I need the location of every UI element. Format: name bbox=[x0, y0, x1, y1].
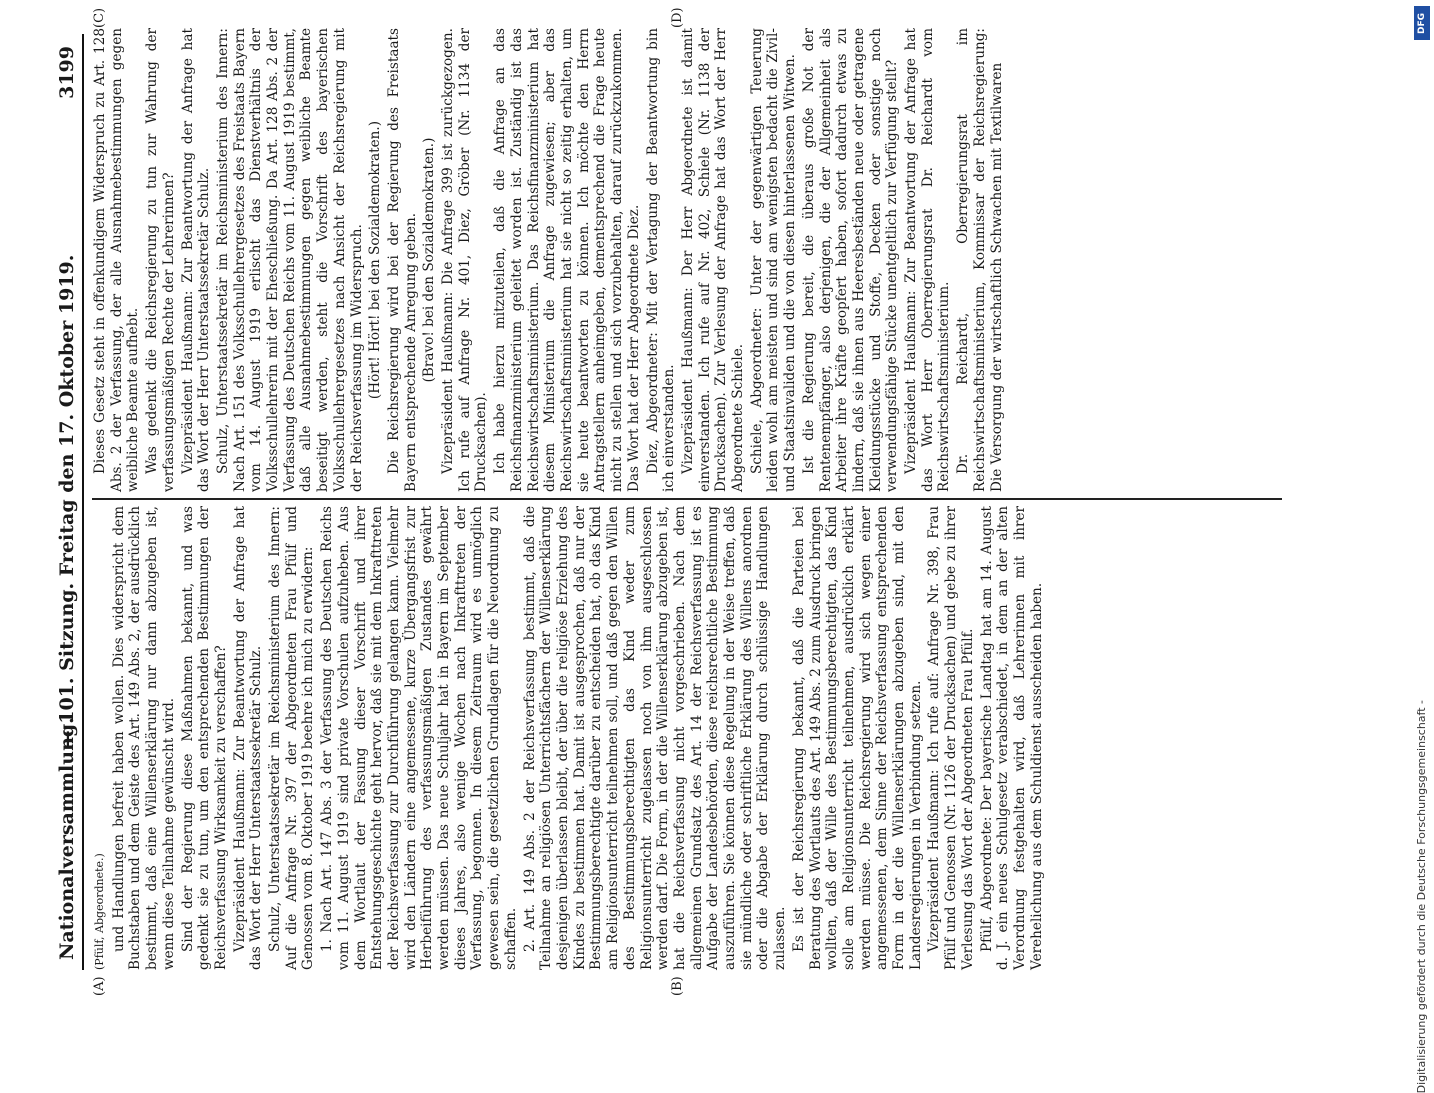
left-column bbox=[92, 506, 1292, 970]
credit-text: Digitalisierung gefördert durch die Deutsche Forschungsgemeinschaft - bbox=[1415, 700, 1428, 1093]
paragraph: Vizepräsident Haußmann: Die Anfrage 399 ist zurückgezogen. Ich rufe auf Anfrage Nr. 401, Diez, Gröber (Nr. 1134 der Drucksachen). bbox=[440, 28, 490, 492]
paragraph: Diez, Abgeordneter: Mit der Vertagung der Beantwortung bin ich einverstanden. bbox=[644, 28, 678, 492]
speaker-tag: (Pfülf, Abgeordnete.) bbox=[93, 853, 106, 970]
margin-marker-b: (B) bbox=[670, 976, 685, 996]
interjection: (Bravo! bei den Sozialdemokraten.) bbox=[421, 137, 438, 383]
column-divider bbox=[92, 499, 1282, 501]
paragraph: Ich habe hierzu mitzuteilen, daß die Anfrage an das Reichsfinanzministerium geleitet worden ist. Zuständig ist das Reichswirtschaftsministerium. Das Reichsfinanzministerium hat diesem Ministerium die Anfrage zugewiesen; aber das Reichswirtschaftsministerium hat sie nicht so zeitig erhalten, um sie heute beantworten zu können. Ich möchte den Herrn Antragstellern anheimgeben, dementsprechend die Frage heute nicht zu stellen und sich vorzubehalten, darauf zurückzukommen. Das Wort hat der Herr Abgeordnete Diez. bbox=[492, 28, 642, 492]
paragraph: und Handlungen befreit haben wollen. Dies widerspricht dem Buchstaben und dem Geiste des Art. 149 Abs. 2, der ausdrücklich bestimmt, daß eine Willenserklärung nur dann abzugeben ist, wenn diese Teilnahme gewünscht wird. bbox=[110, 506, 177, 970]
interjection: (Hört! Hört! bei den Sozialdemokraten.) bbox=[367, 120, 384, 400]
paragraph: Schulz, Unterstaatssekretär im Reichsministerium des Innern: Auf die Anfrage Nr. 397 der Abgeordneten Frau Pfülf und Genossen vom 8. Oktober 1919 beehre ich mich zu erwidern: bbox=[267, 506, 317, 970]
header-left: Nationalversammlung. bbox=[56, 717, 78, 960]
paragraph: Vizepräsident Haußmann: Zur Beantwortung der Anfrage hat das Wort Herr Oberregierungsrat Dr. Reichardt vom Reichswirtschaftsministerium. bbox=[903, 28, 953, 492]
paragraph: Schulz, Unterstaatssekretär im Reichsministerium des Innern: Nach Art. 151 des Volksschullehrergesetzes des Freistaats Bayern vom 14. August 1919 erlischt das Dienstverhältnis der Volksschullehrerin mit der Eheschließung. Da Art. 128 Abs. 2 der Verfassung des Deutschen Reichs vom 11. August 1919 bestimmt, daß alle Ausnahmebestimmungen gegen weibliche Beamte beseitigt werden, steht die Vorschrift des bayerischen Volksschullehrergesetzes nach Ansicht der Reichsregierung mit der Reichsverfassung im Widerspruch. bbox=[214, 28, 365, 492]
paragraph: Dr. Reichardt, Oberregierungsrat im Reichswirtschaftsministerium, Kommissar der Reichsregierung: Die Versorgung der wirtschaftlich Schwachen mit Textilwaren bbox=[955, 28, 1005, 492]
paragraph: Sind der Regierung diese Maßnahmen bekannt, und was gedenkt sie zu tun, um den entsprechenden Bestimmungen der Reichsverfassung Wirksamkeit zu verschaffen? bbox=[179, 506, 229, 970]
dfg-logo: DFG bbox=[1414, 6, 1430, 40]
paragraph: Pfülf, Abgeordnete: Der bayerische Landtag hat am 14. August d. J. ein neues Schulgesetz verabschiedet, in dem an der alten Verordnung festgehalten wird, daß Lehrerinnen mit ihrer Verehelichung aus dem Schuldienst ausscheiden haben. bbox=[978, 506, 1045, 970]
paragraph: Vizepräsident Haußmann: Zur Beantwortung der Anfrage hat das Wort der Herr Unterstaatssekretär Schulz. bbox=[231, 506, 265, 970]
page-header bbox=[52, 34, 84, 970]
paragraph: Es ist der Reichsregierung bekannt, daß die Parteien bei Beratung des Wortlauts des Art. 149 Abs. 2 zum Ausdruck bringen wollten, daß der Wille des Bestimmungsberechtigten, das Kind solle am Religionsunterricht teilnehmen, ausdrücklich erklärt werden müsse. Die Reichsregierung wird sich wegen einer angemessenen, dem Sinne der Reichsverfassung entsprechenden Form in der die Willenserklärungen abzugeben sind, mit den Landesregierungen in Verbindung setzen. bbox=[790, 506, 924, 970]
margin-marker-c: (C) bbox=[92, 7, 107, 28]
paragraph: Vizepräsident Haußmann: Der Herr Abgeordnete ist damit einverstanden. Ich rufe auf Nr. 402, Schiele (Nr. 1138 der Drucksachen). Zur Verlesung der Anfrage hat das Wort der Herr Abgeordnete Schiele. bbox=[679, 28, 747, 492]
paragraph: Vizepräsident Haußmann: Ich rufe auf: Anfrage Nr. 398, Frau Pfülf und Genossen (Nr. 1126 der Drucksachen) und gebe zu ihrer Verlesung das Wort der Abgeordneten Frau Pfülf. bbox=[926, 506, 976, 970]
paragraph: Was gedenkt die Reichsregierung zu tun zur Wahrung der verfassungsmäßigen Rechte der Lehrerinnen? bbox=[144, 28, 177, 492]
paragraph: Vizepräsident Haußmann: Zur Beantwortung der Anfrage hat das Wort der Herr Unterstaatssekretär Schulz. bbox=[179, 28, 213, 492]
paragraph: 1. Nach Art. 147 Abs. 3 der Verfassung des Deutschen Reichs vom 11. August 1919 sind private Vorschulen aufzuheben. Aus dem Wortlaut der Fassung dieser Vorschrift und ihrer Entstehungsgeschichte geht hervor, daß sie mit dem Inkrafttreten der Reichsverfassung zur Durchführung gelangen kann. Vielmehr wird den Ländern eine angemessene, kurze Übergangsfrist zur Herbeiführung des verfassungsmäßigen Zustandes gewährt werden müssen. Das neue Schuljahr hat in Bayern im September dieses Jahres, also wenige Wochen nach Inkrafttreten der Verfassung, begonnen. In diesem Zeitraum wird es unmöglich gewesen sein, die gesetzlichen Grundlagen für die Neuordnung zu schaffen. bbox=[319, 506, 519, 970]
paragraph: Dieses Gesetz steht in offenkundigem Widerspruch zu Art. 128 Abs. 2 der Verfassung, der alle Ausnahmebestimmungen gegen weibliche Beamte aufhebt. bbox=[92, 28, 142, 492]
paragraph: Die Reichsregierung wird bei der Regierung des Freistaats Bayern entsprechende Anregung geben. bbox=[385, 28, 419, 492]
right-column bbox=[92, 28, 1292, 492]
header-center: — 101. Sitzung. Freitag den 17. Oktober 1919. bbox=[56, 254, 78, 750]
paragraph: Ist die Regierung bereit, die überaus große Not der Rentenempfänger, also derjenigen, die der Allgemeinheit als Arbeiter ihre Kräfte geopfert haben, sofort dadurch etwas zu lindern, daß sie ihnen aus Heeresbeständen neue oder getragene Kleidungsstücke und Stoffe, Decken oder sonstige noch verwendungsfähige Stücke unentgeltlich zur Verfügung stellt? bbox=[800, 28, 901, 492]
margin-marker-d: (D) bbox=[670, 7, 685, 28]
page-number: 3199 bbox=[56, 46, 78, 99]
funding-credit bbox=[1413, 0, 1431, 1093]
paragraph: Schiele, Abgeordneter: Unter der gegenwärtigen Teuerung leiden wohl am meisten und sind am wenigsten bedacht die Zivil- und Staatsinvaliden und die von diesen hinterlassenen Witwen. bbox=[748, 28, 799, 492]
margin-marker-a: (A) bbox=[92, 976, 107, 996]
paragraph: 2. Art. 149 Abs. 2 der Reichsverfassung bestimmt, daß die Teilnahme an religiösen Unterrichtsfächern der Willenserklärung desjenigen überlassen bleibt, der über die religiöse Erziehung des Kindes zu bestimmen hat. Damit ist ausgesprochen, daß nur der Bestimmungsberechtigte darüber zu entscheiden hat, ob das Kind am Religionsunterricht teilnehmen soll, und daß gegen den Willen des Bestimmungsberechtigten das Kind weder zum Religionsunterricht zugelassen noch von ihm ausgeschlossen werden darf. Die Form, in der die Willenserklärung abzugeben ist, hat die Reichsverfassung nicht vorgeschrieben. Nach dem allgemeinen Grundsatz des Art. 14 der Reichsverfassung ist es Aufgabe der Landesbehörden, diese reichsrechtliche Bestimmung auszuführen. Sie können diese Regelung in der Weise treffen, daß sie mündliche oder schriftliche Erklärung des Willens anordnen oder die Abgabe der Erklärung durch schlüssige Handlungen zulassen. bbox=[521, 506, 789, 970]
